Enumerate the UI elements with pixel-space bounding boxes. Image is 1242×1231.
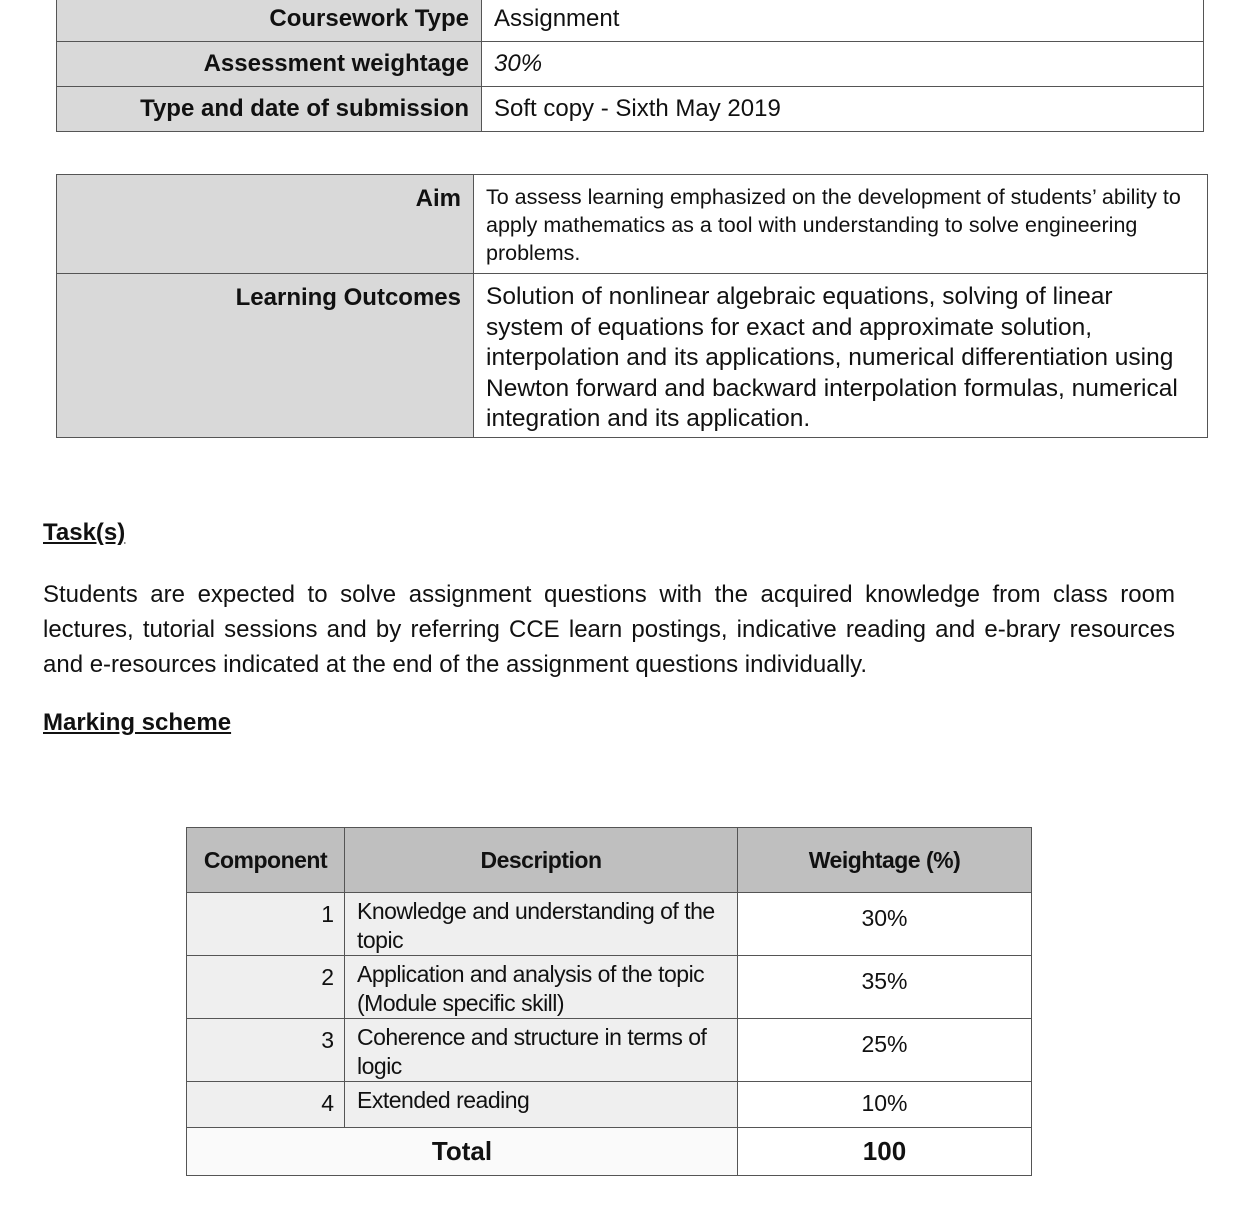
info-row-coursework-type <box>57 0 1204 42</box>
component-number: 2 <box>187 956 345 1019</box>
table-row <box>187 956 1032 1019</box>
info-value: Assignment <box>482 0 1204 42</box>
component-weightage: 25% <box>738 1019 1032 1082</box>
aim-text: To assess learning emphasized on the development of students’ ability to apply mathematics as a tool with understanding to solve engineering problems. <box>474 175 1208 274</box>
component-weightage: 35% <box>738 956 1032 1019</box>
component-number: 4 <box>187 1082 345 1128</box>
aim-row <box>57 175 1208 274</box>
learning-outcomes-text: Solution of nonlinear algebraic equations, solving of linear system of equations for exact and approximate solution, interpolation and its applications, numerical differentiation using Newton forward and backward interpolation formulas, numerical integration and its application. <box>474 274 1208 438</box>
marking-scheme-table <box>186 827 1032 1176</box>
component-number: 3 <box>187 1019 345 1082</box>
aim-label: Aim <box>57 175 474 274</box>
marking-header-row <box>187 828 1032 893</box>
component-weightage: 30% <box>738 893 1032 956</box>
column-header-weightage: Weightage (%) <box>738 828 1032 893</box>
table-row <box>187 893 1032 956</box>
component-description: Application and analysis of the topic (Module specific skill) <box>345 956 738 1019</box>
component-description: Knowledge and understanding of the topic <box>345 893 738 956</box>
total-value: 100 <box>738 1128 1032 1176</box>
learning-outcomes-label: Learning Outcomes <box>57 274 474 438</box>
component-description: Extended reading <box>345 1082 738 1128</box>
learning-outcomes-row <box>57 274 1208 438</box>
marking-scheme-heading: Marking scheme <box>43 709 232 736</box>
component-description: Coherence and structure in terms of logic <box>345 1019 738 1082</box>
info-row-submission <box>57 87 1204 132</box>
coursework-info-table <box>56 0 1204 132</box>
table-row <box>187 1082 1032 1128</box>
component-weightage: 10% <box>738 1082 1032 1128</box>
column-header-component: Component <box>187 828 345 893</box>
total-row <box>187 1128 1032 1176</box>
info-label: Type and date of submission <box>57 87 482 132</box>
info-label: Coursework Type <box>57 0 482 42</box>
info-row-assessment-weightage <box>57 42 1204 87</box>
aim-outcomes-table <box>56 174 1208 438</box>
component-number: 1 <box>187 893 345 956</box>
tasks-paragraph: Students are expected to solve assignment questions with the acquired knowledge from class room lectures, tutorial sessions and by referring CCE learn postings, indicative reading and e-brary resources and e-resources indicated at the end of the assignment questions individually. <box>43 581 1175 678</box>
info-label: Assessment weightage <box>57 42 482 87</box>
info-value: 30% <box>482 42 1204 87</box>
total-label: Total <box>187 1128 738 1176</box>
info-value: Soft copy - Sixth May 2019 <box>482 87 1204 132</box>
table-row <box>187 1019 1032 1082</box>
column-header-description: Description <box>345 828 738 893</box>
tasks-heading: Task(s) <box>43 519 126 546</box>
